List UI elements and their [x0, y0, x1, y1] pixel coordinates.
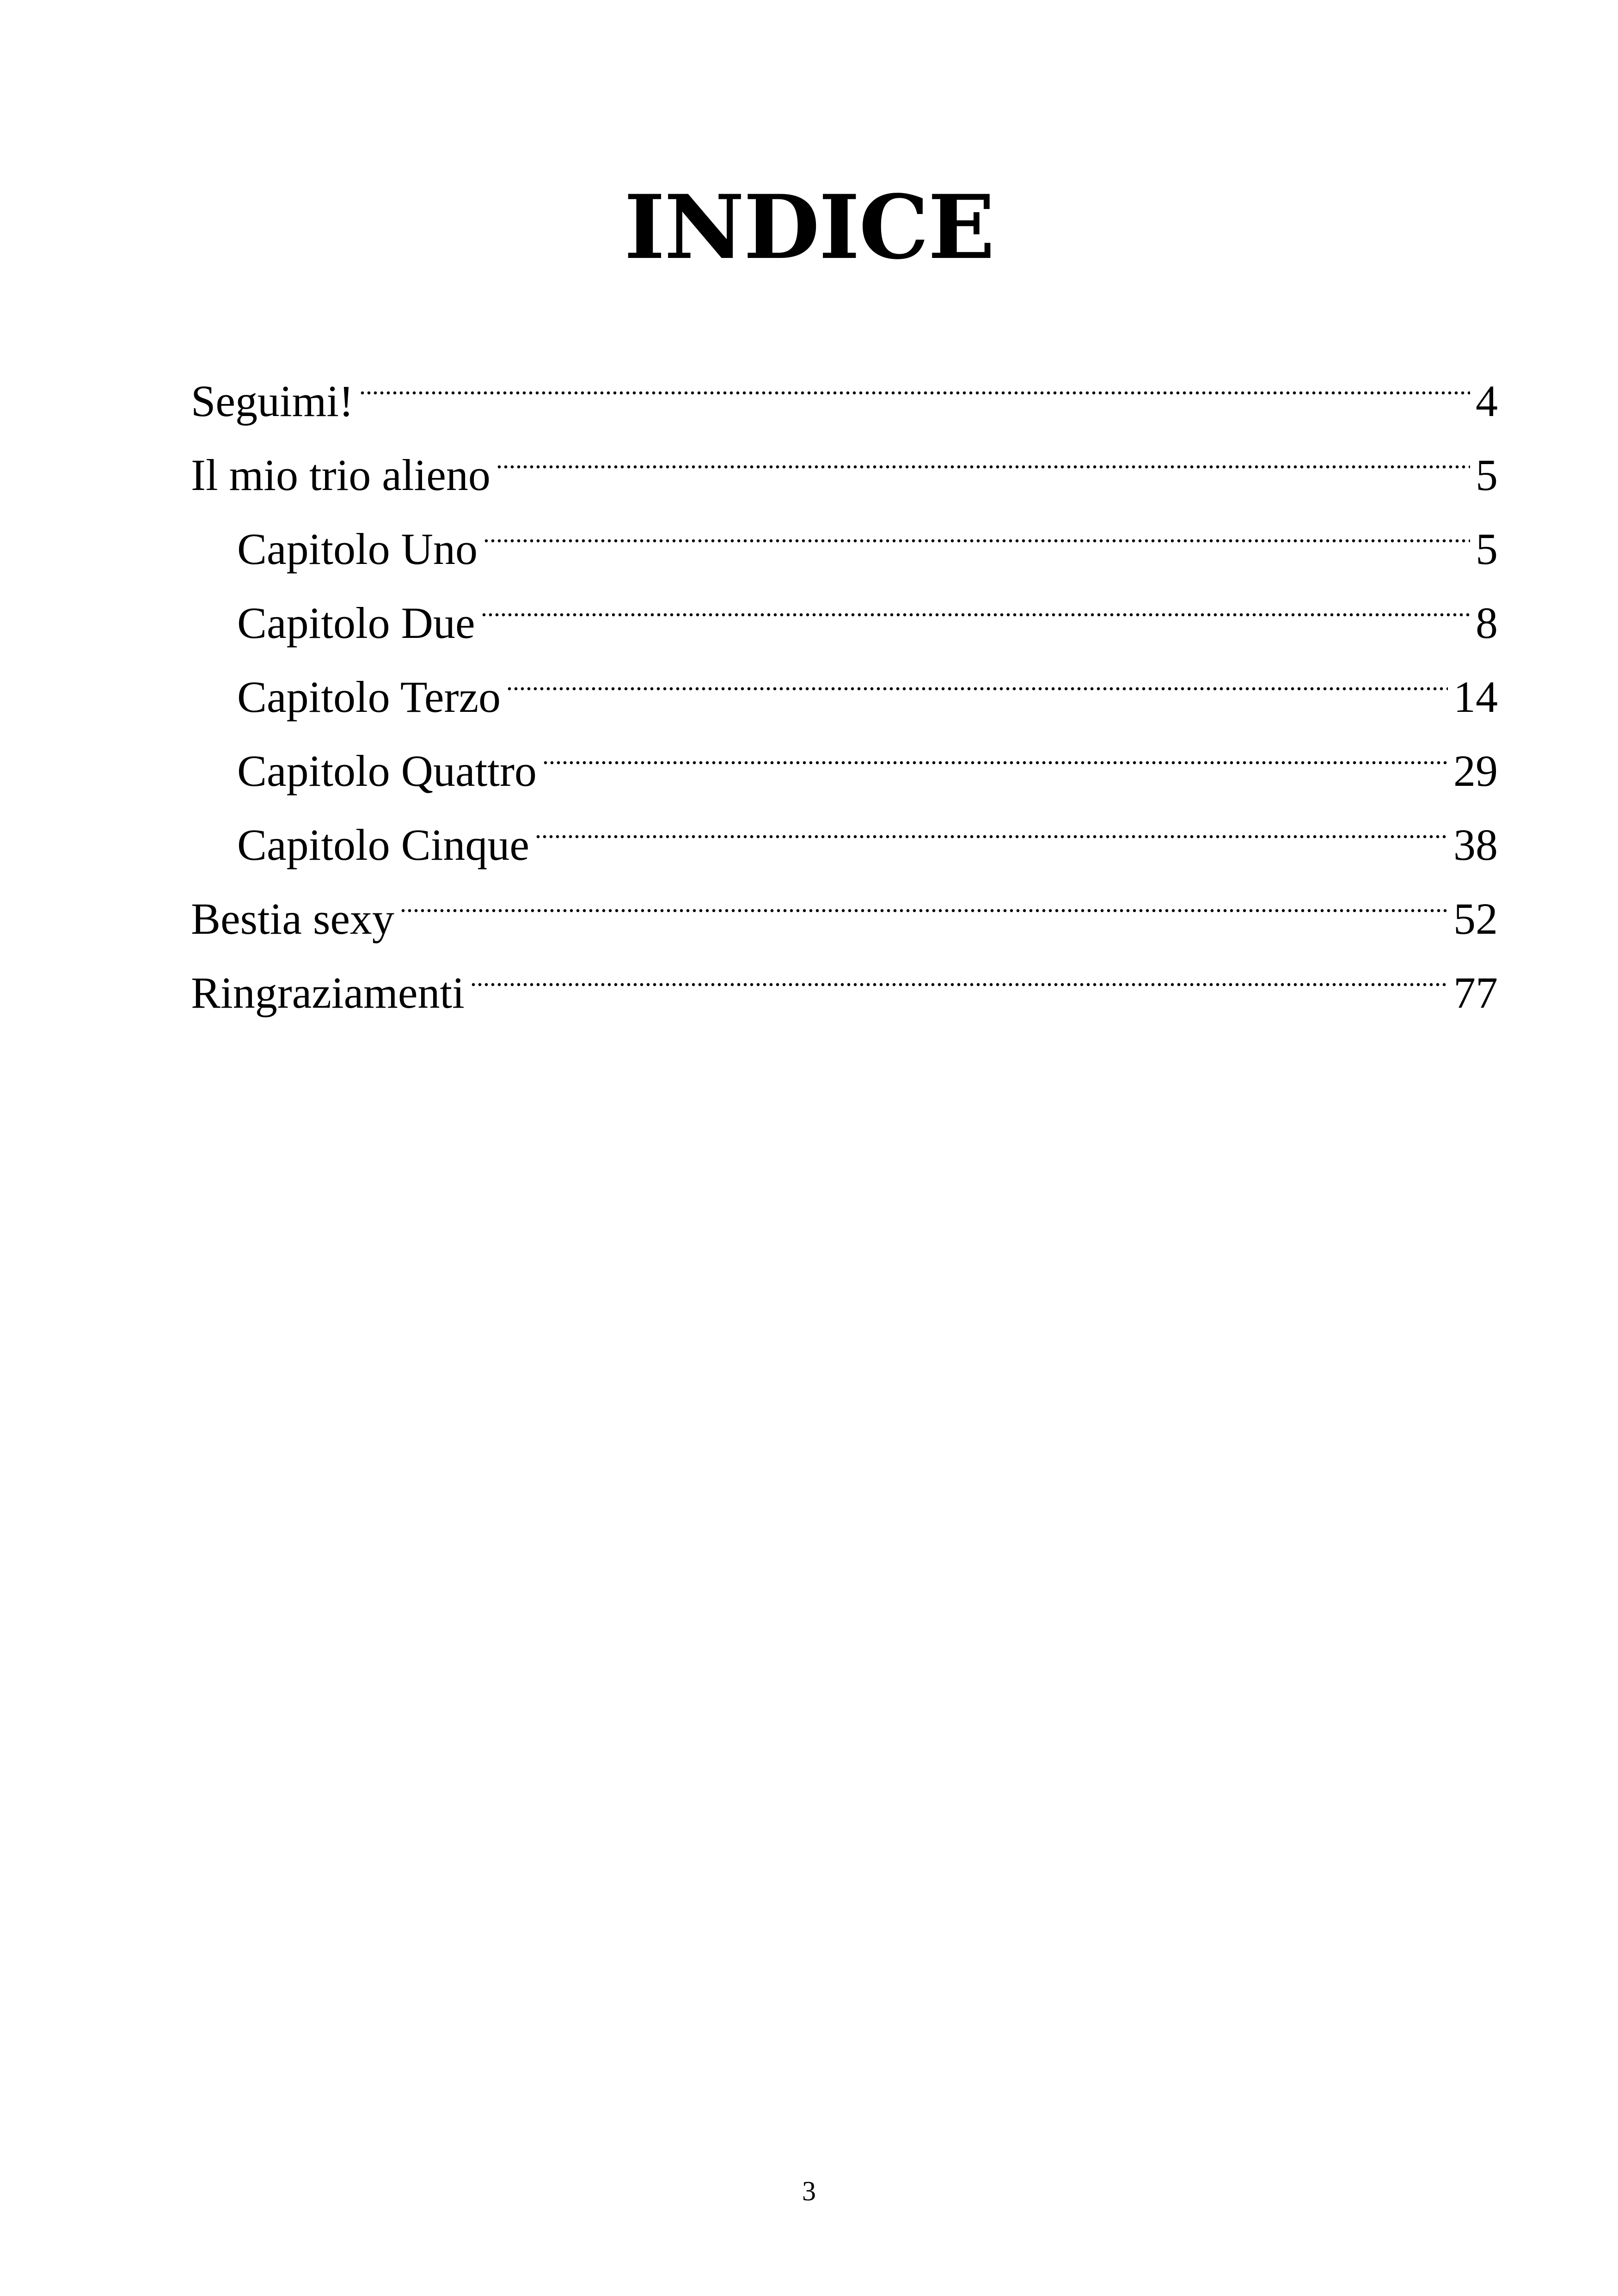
- table-of-contents: [191, 342, 1498, 1017]
- toc-entry-label: Capitolo Cinque: [237, 820, 529, 869]
- toc-entry-label: Capitolo Quattro: [237, 746, 537, 796]
- toc-dot-leader: [481, 564, 1470, 638]
- toc-entry-page: 29: [1453, 746, 1498, 796]
- toc-dot-leader: [542, 712, 1448, 786]
- toc-entry-page: 8: [1476, 598, 1498, 648]
- toc-entry-label: Il mio trio alieno: [191, 450, 490, 500]
- toc-entry-label: Seguimi!: [191, 376, 354, 426]
- toc-entry-label: Capitolo Due: [237, 598, 475, 648]
- toc-dot-leader: [506, 638, 1448, 712]
- toc-dot-leader: [483, 490, 1470, 564]
- toc-entry-page: 14: [1453, 672, 1498, 722]
- toc-entry-il-mio-trio-alieno[interactable]: [191, 416, 1498, 500]
- toc-dot-leader: [400, 860, 1448, 934]
- toc-entry-seguimi[interactable]: [191, 342, 1498, 426]
- toc-entry-page: 38: [1453, 820, 1498, 869]
- toc-entry-label: Capitolo Terzo: [237, 672, 501, 722]
- toc-entry-page: 5: [1476, 524, 1498, 574]
- toc-dot-leader: [535, 786, 1448, 860]
- toc-entry-page: 4: [1476, 376, 1498, 426]
- page-title: INDICE: [624, 176, 994, 279]
- toc-dot-leader: [359, 342, 1470, 416]
- toc-dot-leader: [496, 416, 1470, 490]
- toc-entry-label: Capitolo Uno: [237, 524, 478, 574]
- toc-entry-label: Ringraziamenti: [191, 968, 465, 1017]
- toc-entry-page: 52: [1453, 894, 1498, 943]
- toc-entry-page: 5: [1476, 450, 1498, 500]
- page-number: 3: [802, 2176, 816, 2206]
- toc-entry-label: Bestia sexy: [191, 894, 394, 943]
- toc-entry-page: 77: [1453, 968, 1498, 1017]
- toc-dot-leader: [470, 934, 1448, 1008]
